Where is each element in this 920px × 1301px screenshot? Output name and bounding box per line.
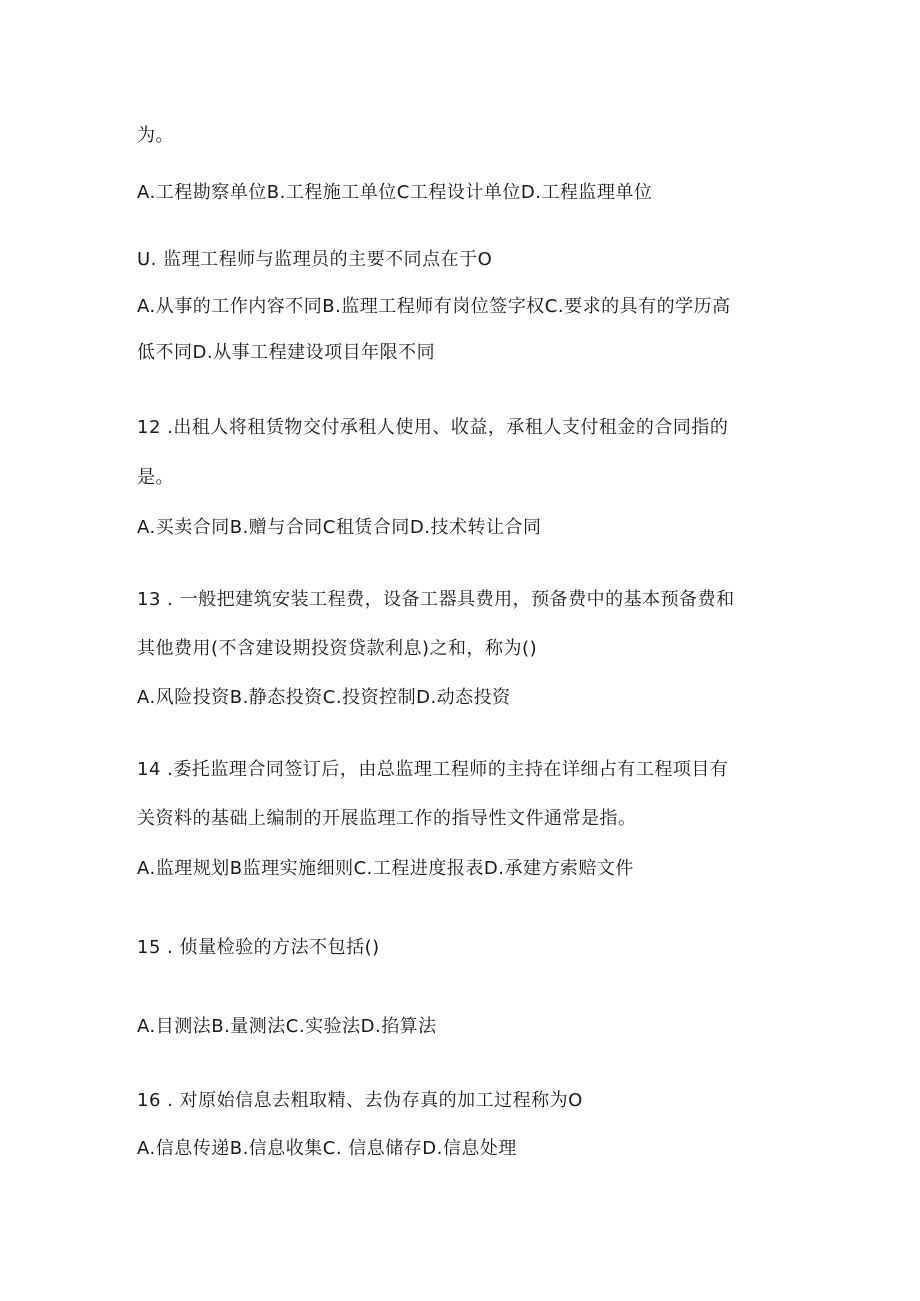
- q15-question: 15 . 侦量检验的方法不包括(): [137, 937, 380, 958]
- q10-options: A.工程勘察单位B.工程施工单位C工程设计单位D.工程监理单位: [137, 182, 653, 203]
- q12-question-line2: 是。: [137, 467, 174, 488]
- q12-question-line1: 12 .出租人将租赁物交付承租人使用、收益，承租人支付租金的合同指的: [137, 417, 729, 438]
- q15-options: A.目测法B.量测法C.实验法D.掐算法: [137, 1016, 437, 1037]
- q13-options: A.风险投资B.静态投资C.投资控制D.动态投资: [137, 687, 511, 708]
- q12-options: A.买卖合同B.赠与合同C租赁合同D.技术转让合同: [137, 517, 542, 538]
- q13-question-line2: 其他费用(不含建设期投资贷款利息)之和，称为(): [137, 638, 538, 659]
- q11-options-line1: A.从事的工作内容不同B.监理工程师有岗位签字权C.要求的具有的学历高: [137, 296, 731, 317]
- q16-question: 16 . 对原始信息去粗取精、去伪存真的加工过程称为O: [137, 1090, 583, 1111]
- q14-question-line2: 关资料的基础上编制的开展监理工作的指导性文件通常是指。: [137, 808, 637, 829]
- q11-question: U. 监理工程师与监理员的主要不同点在于O: [137, 249, 493, 270]
- q14-question-line1: 14 .委托监理合同签订后，由总监理工程师的主持在详细占有工程项目有: [137, 759, 729, 780]
- q11-options-line2: 低不同D.从事工程建设项目年限不同: [137, 342, 436, 363]
- text-line: 为。: [137, 125, 174, 146]
- q14-options: A.监理规划B监理实施细则C.工程进度报表D.承建方索赔文件: [137, 858, 634, 879]
- q16-options: A.信息传递B.信息收集C. 信息储存D.信息处理: [137, 1138, 517, 1159]
- q13-question-line1: 13 . 一般把建筑安装工程费，设备工器具费用，预备费中的基本预备费和: [137, 589, 735, 610]
